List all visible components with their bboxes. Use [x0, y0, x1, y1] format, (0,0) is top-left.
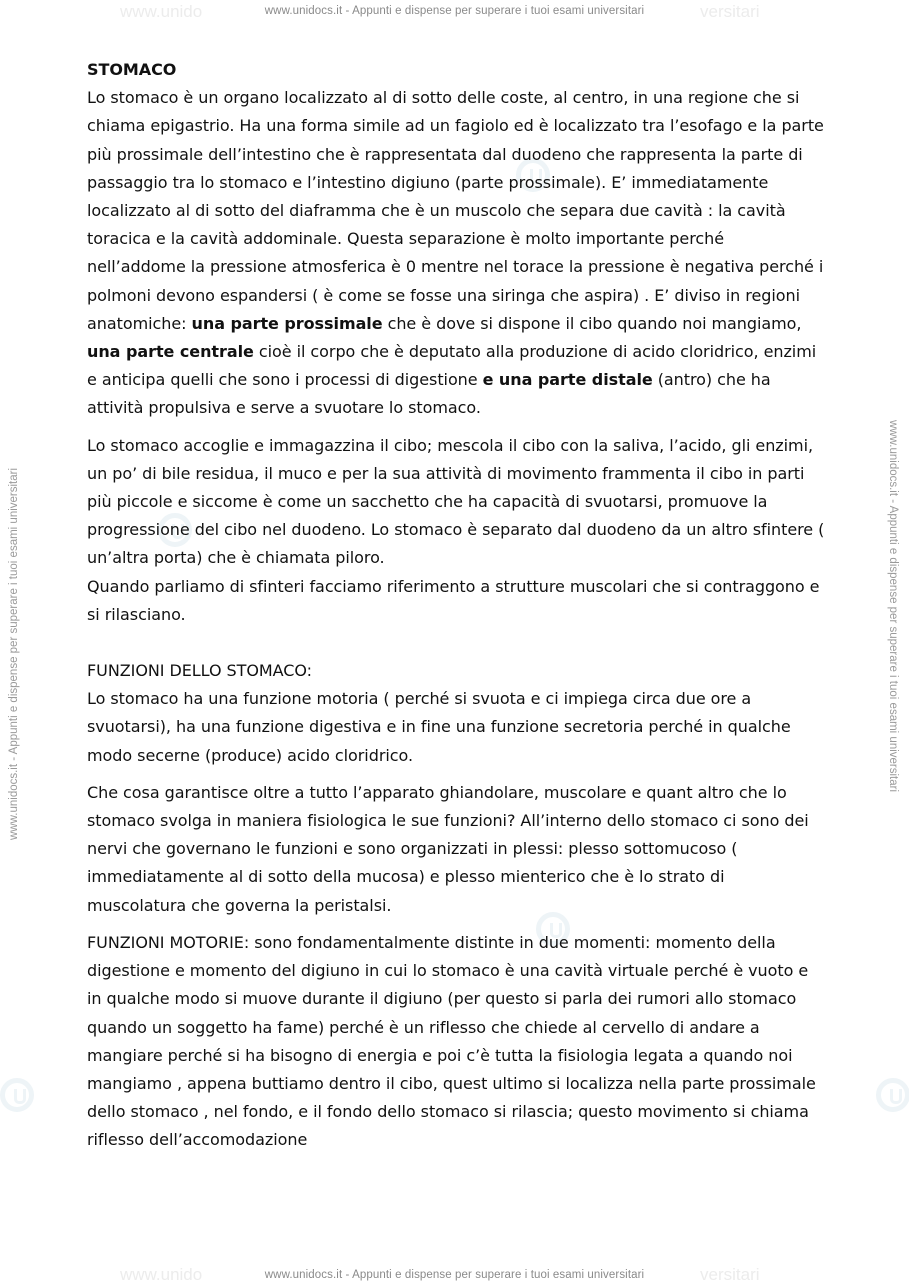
watermark-ghost-top-right: versitari: [700, 2, 760, 21]
bold-term: una parte centrale: [87, 342, 254, 362]
paragraph-function: Lo stomaco accoglie e immagazzina il cibo; mescola il cibo con la saliva, l’acido, gli enzimi, un po’ di bile residua, il muco e per la sua attività di movimento frammenta il cibo in parti più piccole e siccome è come un sacchetto che ha capacità di svuotarsi, promuove la progressione del cibo nel duodeno. Lo stomaco è separato dal duodeno da un altro sfintere ( un’altra porta) che è chiamata piloro.: [87, 435, 825, 568]
paragraph-motor-functions: FUNZIONI MOTORIE: sono fondamentalmente distinte in due momenti: momento della digestione e momento del digiuno in cui lo stomaco è una cavità virtuale perché è vuoto e in qualche modo si muove durante il digiuno (per questo si parla dei rumori allo stomaco quando un soggetto ha fame) perché è un riflesso che chiede al cervello di andare a mangiare perché si ha bisogno di energia e poi c’è tutta la fisiologia legata a quando noi mangiamo , appena buttiamo dentro il cibo, quest ultimo si localizza nella parte prossimale dello stomaco , nel fondo, e il fondo dello stomaco si rilascia; questo movimento si chiama riflesso dell’accomodazione: [87, 932, 816, 1150]
paragraph-functions: Lo stomaco ha una funzione motoria ( perché si svuota e ci impiega circa due ore a svuotarsi), ha una funzione digestiva e in fine una funzione secretoria perché in qualche modo secerne (produce) acido cloridrico.: [87, 689, 791, 765]
watermark-right: www.unidocs.it - Appunti e dispense per superare i tuoi esami universitari: [887, 420, 899, 793]
unidocs-logo-icon: [876, 1078, 909, 1112]
paragraph-sphincters: Quando parliamo di sfinteri facciamo riferimento a strutture muscolari che si contraggono e si rilasciano.: [87, 576, 820, 624]
watermark-ghost-bottom-left: www.unido: [120, 1265, 203, 1284]
document-body: [87, 56, 827, 1155]
section-heading: FUNZIONI DELLO STOMACO:: [87, 661, 313, 681]
paragraph-nerves: Che cosa garantisce oltre a tutto l’apparato ghiandolare, muscolare e quant altro che lo stomaco svolga in maniera fisiologica le sue funzioni? All’interno dello stomaco ci sono dei nervi che governano le funzioni e sono organizzati in plessi: plesso sottomucoso ( immediatamente al di sotto della mucosa) e plesso mienterico che è lo strato di muscolatura che governa la peristalsi.: [87, 782, 809, 915]
watermark-left: www.unidocs.it - Appunti e dispense per superare i tuoi esami universitari: [8, 467, 20, 840]
bold-term: una parte prossimale: [191, 313, 383, 333]
bold-term: e una parte distale: [482, 370, 653, 390]
watermark-bottom: www.unidocs.it - Appunti e dispense per superare i tuoi esami universitari: [264, 1269, 645, 1281]
watermark-ghost-bottom-right: versitari: [700, 1265, 760, 1284]
unidocs-logo-icon: [0, 1078, 34, 1112]
watermark-top: www.unidocs.it - Appunti e dispense per superare i tuoi esami universitari: [264, 5, 645, 17]
document-title: STOMACO: [87, 60, 177, 79]
paragraph-intro: Lo stomaco è un organo localizzato al di sotto delle coste, al centro, in una regione che si chiama epigastrio. Ha una forma simile ad un fagiolo ed è localizzato tra l’esofago e la parte più prossimale dell’intestino che è rappresentata dal duodeno che rappresenta la parte di passaggio tra lo stomaco e l’intestino digiuno (parte prossimale). E’ immediatamente localizzato al di sotto del diaframma che è un muscolo che separa due cavità : la cavità toracica e la cavità addominale. Questa separazione è molto importante perché nell’addome la pressione atmosferica è 0 mentre nel torace la pressione è negativa perché i polmoni devono espandersi ( è come se fosse una siringa che aspira) . E’ diviso in regioni anatomiche: una parte prossimale che è dove si dispone il cibo quando noi mangiamo, una parte centrale cioè il corpo che è deputato alla produzione di acido cloridrico, enzimi e anticipa quelli che sono i processi di digestione e una parte distale (antro) che ha attività propulsiva e serve a svuotare lo stomaco.: [87, 88, 824, 418]
watermark-ghost-top-left: www.unido: [120, 2, 203, 21]
